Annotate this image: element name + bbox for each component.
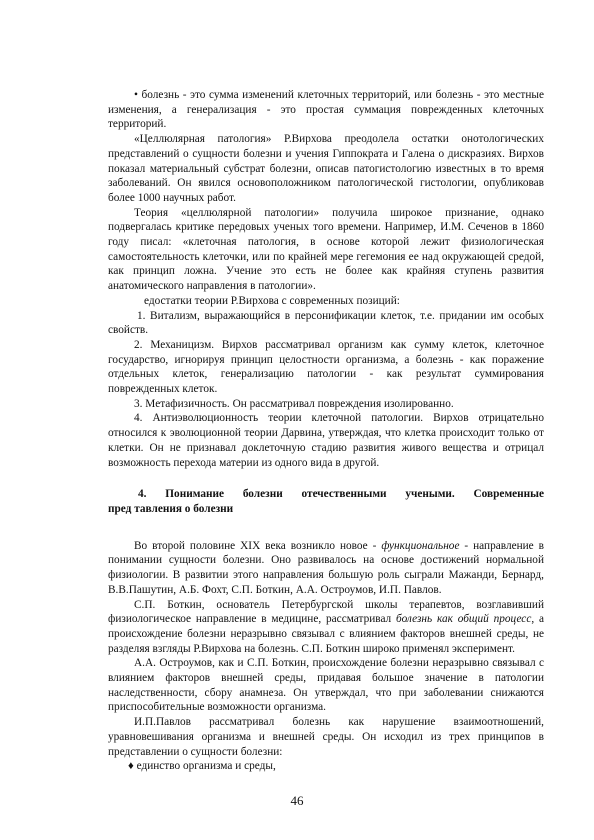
page-content	[108, 88, 544, 774]
section-heading-line1	[108, 487, 544, 502]
bullet-unity: ♦ единство организма и среды,	[128, 760, 276, 773]
section-heading	[108, 487, 544, 516]
section-number: 4.	[138, 488, 147, 501]
list-item-metaphysics: 3. Метафизичность. Он рассматривал повреждения изолированно.	[134, 397, 454, 410]
paragraph-shortcomings-intro: едостатки теории Р.Вирхова с современных позиций:	[144, 294, 400, 307]
paragraph-pavlov: И.П.Павлов рассматривал болезнь как нарушение взаимоотношений, уравновешивания организма и внешней среды. Он исходил из трех принципов в представлении о сущности болезни:	[108, 716, 544, 758]
paragraph-botkin	[108, 598, 544, 657]
paragraph-ostroumov: А.А. Остроумов, как и С.П. Боткин, происхождение болезни неразрывно связывал с влиянием факторов внешней среды, придавая большое значение в патологии наследственности, сбору анамнеза. Он утверждал, что при заболевании снижаются приспособительные возможности организма.	[108, 657, 544, 714]
paragraph-criticism: Теория «целлюлярной патологии» получила широкое признание, однако подвергалась критике передовых ученых того времени. Например, И.М. Сеченов в 1860 году писал: «клеточная патология, в основе которой лежит физиологическая самостоятельность клеточки, или по крайней мере гегемония ее над окружающей средой, как принцип ложна. Учение это есть не более как крайняя ступень развития анатомического направления в патологии».	[108, 206, 544, 293]
paragraph-functional-direction	[108, 539, 544, 598]
text-run: Во второй половине XIX века возникло новое -	[134, 539, 382, 552]
list-item-antievolution: 4. Антиэволюционность теории клеточной патологии. Вирхов отрицательно относился к эволюционной теории Дарвина, утверждая, что клетка происходит только от клетки. Он не признавал доклеточную стадию развития живого вещества и отрицал возможность перехода материи из одного вида в другой.	[108, 412, 544, 469]
text-run: , а происхождение болезни неразрывно связывал с влиянием факторов внешней среды, не разделяя взгляды Р.Вирхова на болезнь. С.П. Боткин широко применял эксперимент.	[108, 613, 545, 655]
heading-word: учеными.	[405, 488, 455, 501]
bullet-virchow-summary: • болезнь - это сумма изменений клеточных территорий, или болезнь - это местные изменения, а генерализация - это простая суммация поврежденных клеточных территорий.	[108, 89, 544, 131]
section-heading-line2: пред тавления о болезни	[108, 502, 234, 515]
text-run: - направление в понимании сущности болезни. Оно развивалось на основе достижений нормальной физиологии. В развитии этого направления большую роль сыграли Мажанди, Бернард, В.В.Пашутин, А.Б. Фохт, С.П. Боткин, А.А. Остроумов, И.П. Павлов.	[108, 539, 544, 596]
heading-word: отечественными	[301, 488, 387, 501]
page-number: 46	[290, 793, 304, 808]
emphasis-functional: функциональное	[381, 539, 460, 552]
list-item-mechanicism: 2. Механицизм. Вирхов рассматривал организм как сумму клеток, клеточное государство, игнорируя принцип целостности организма, а болезнь - как поражение отдельных клеток, генерализацию патологии - как результат суммирования поврежденных клеток.	[108, 338, 544, 396]
text-run: С.П. Боткин, основатель Петербургской школы терапевтов, возглавивший физиологическое направление в медицине, рассматривал	[108, 598, 544, 626]
paragraph-cellular-pathology: «Целлюлярная патология» Р.Вирхова преодолела остатки онотологических представлений о сущности болезни и учения Гиппократа и Галена о дискразиях. Вирхов показал материальный субстрат болезни, описав патогистологию известных в то время заболеваний. Он явился основоположником патологической гистологии, опубликовав более 1000 научных работ.	[108, 133, 544, 204]
emphasis-general-process: болезнь как общий процесс	[396, 613, 532, 626]
list-item-vitalism: 1. Витализм, выражающийся в персонификации клеток, т.е. придании им особых свойств.	[108, 309, 544, 337]
heading-word: Современные	[473, 488, 544, 501]
heading-word: болезни	[242, 488, 283, 501]
heading-word: Понимание	[165, 488, 225, 501]
